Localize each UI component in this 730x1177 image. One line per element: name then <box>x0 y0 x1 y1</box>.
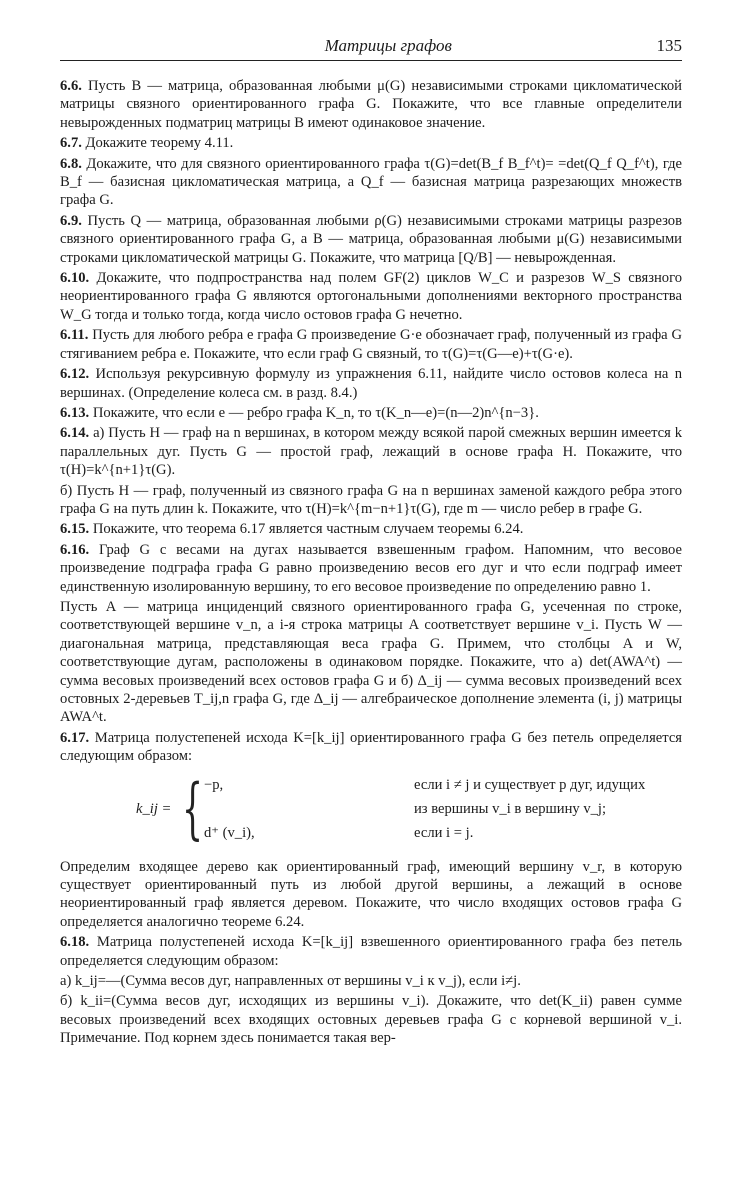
running-header <box>60 36 682 61</box>
exercise-6-10: 6.10. Докажите, что подпространства над полем GF(2) циклов W_C и разрезов W_S связного неориентированного графа G являются ортогональными дополнениями векторного пространства W_G тогда и только тогда, когда число остовов графа G нечетно. <box>60 270 682 323</box>
exercise-6-18a: а) k_ij=—(Сумма весов дуг, направленных от вершины v_i к v_j), если i≠j. <box>60 973 521 990</box>
piecewise-formula: k_ij = { −p, если i ≠ j и существует p дуг, идущих из вершины v_i в вершину v_j; d⁺ (v_i), если i = j. <box>136 769 646 847</box>
exercise-6-6: 6.6. Пусть B — матрица, образованная любыми μ(G) независимыми строками цикломатической матрицы связного ориентированного графа G. Покажите, что все главные определители невырожденных подматриц матрицы B имеют одинаковое значение. <box>60 78 682 131</box>
exercise-6-16: 6.16. Граф G с весами на дугах называется взвешенным графом. Напомним, что весовое произведение подграфа графа G равно произведению весов его дуг и что если подграф имеет единственную изолированную вершину, то его весовое произведение по определению равно 1. <box>60 541 682 595</box>
running-title: Матрицы графов <box>324 36 452 55</box>
exercise-6-14b: б) Пусть H — граф, полученный из связного графа G на n вершинах заменой каждого ребра этого графа G на путь длин k. Покажите, что τ(H)=k^{m−n+1}τ(G), где m — число ребер в графе G. <box>60 482 682 517</box>
page-body <box>60 77 682 1048</box>
exercise-6-17-cont: Определим входящее дерево как ориентированный граф, имеющий вершину v_r, в которую существует ориентированный путь из любой другой вершины, а лежащий в основе неориентированный граф является деревом. Покажите, что число входящих остовов графа G определяется аналогично теореме 6.24. <box>60 858 682 930</box>
exercise-6-9: 6.9. Пусть Q — матрица, образованная любыми ρ(G) независимыми строками матрицы разрезов связного ориентированного графа G, а B — матрица, образованная любыми μ(G) независимыми строками цикломатической матрицы G. Покажите, что матрица [Q/B] — невырожденная. <box>60 212 682 266</box>
exercise-6-11: 6.11. Пусть для любого ребра e графа G произведение G·e обозначает граф, полученный из графа G стягиванием ребра e. Покажите, что если граф G связный, то τ(G)=τ(G—e)+τ(G·e). <box>60 327 682 362</box>
formula-case-1: −p, если i ≠ j и существует p дуг, идущих <box>204 776 646 793</box>
exercise-6-12: 6.12. Используя рекурсивную формулу из упражнения 6.11, найдите число остовов колеса на n вершинах. (Определение колеса см. в разд. 8.4.) <box>60 366 682 401</box>
exercise-6-15: 6.15. Покажите, что теорема 6.17 является частным случаем теоремы 6.24. <box>60 521 524 538</box>
exercise-6-18b: б) k_ii=(Сумма весов дуг, исходящих из вершины v_i). Докажите, что det(K_ii) равен сумме весовых произведений всех входящих остовных деревьев графа G с корневой вершиной v_i. Примечание. Под корнем здесь понимается такая вер- <box>60 993 682 1047</box>
exercise-6-7: 6.7. Докажите теорему 4.11. <box>60 135 234 152</box>
exercise-6-14a: 6.14. а) Пусть H — граф на n вершинах, в котором между всякой парой смежных вершин имеется k параллельных дуг. Пусть G — простой граф, лежащий в основе графа H. Покажите, что τ(H)=k^{n+1}τ(G). <box>60 425 682 479</box>
page-number: 135 <box>656 36 682 55</box>
exercise-6-18: 6.18. Матрица полустепеней исхода K=[k_ij] взвешенного ориентированного графа без петель определяется следующим образом: <box>60 934 682 969</box>
exercise-6-13: 6.13. Покажите, что если e — ребро графа K_n, то τ(K_n—e)=(n—2)n^{n−3}. <box>60 404 539 421</box>
formula-lhs: k_ij = <box>136 800 172 817</box>
exercise-6-8: 6.8. Докажите, что для связного ориентированного графа τ(G)=det(B_f B_f^t)= =det(Q_f Q_f^t), где B_f — базисная цикломатическая матрица, а Q_f — базисная матрица разрезающих множеств графа G. <box>60 155 682 209</box>
exercise-6-17: 6.17. Матрица полустепеней исхода K=[k_ij] ориентированного графа G без петель определяется следующим образом: <box>60 729 683 765</box>
page <box>60 36 682 1050</box>
formula-case-2: d⁺ (v_i), если i = j. <box>204 824 474 841</box>
exercise-6-16-cont: Пусть A — матрица инциденций связного ориентированного графа G, усеченная по строке, соответствующей вершине v_n, а i-я строка матрицы A соответствует вершине v_i. Пусть W — диагональная матрица, представляющая веса графа G. Примем, что столбцы A и W, соответствующие дугам, расположены в одинаковом порядке. Покажите, что а) det(AWA^t) — сумма весовых произведений всех остовов графа G и б) Δ_ij — сумма весовых произведений всех остовных 2-деревьев T_ij,n графа G, где Δ_ij — алгебраическое дополнение элемента (i, j) матрицы AWA^t. <box>60 598 682 726</box>
left-brace: { <box>182 769 203 847</box>
